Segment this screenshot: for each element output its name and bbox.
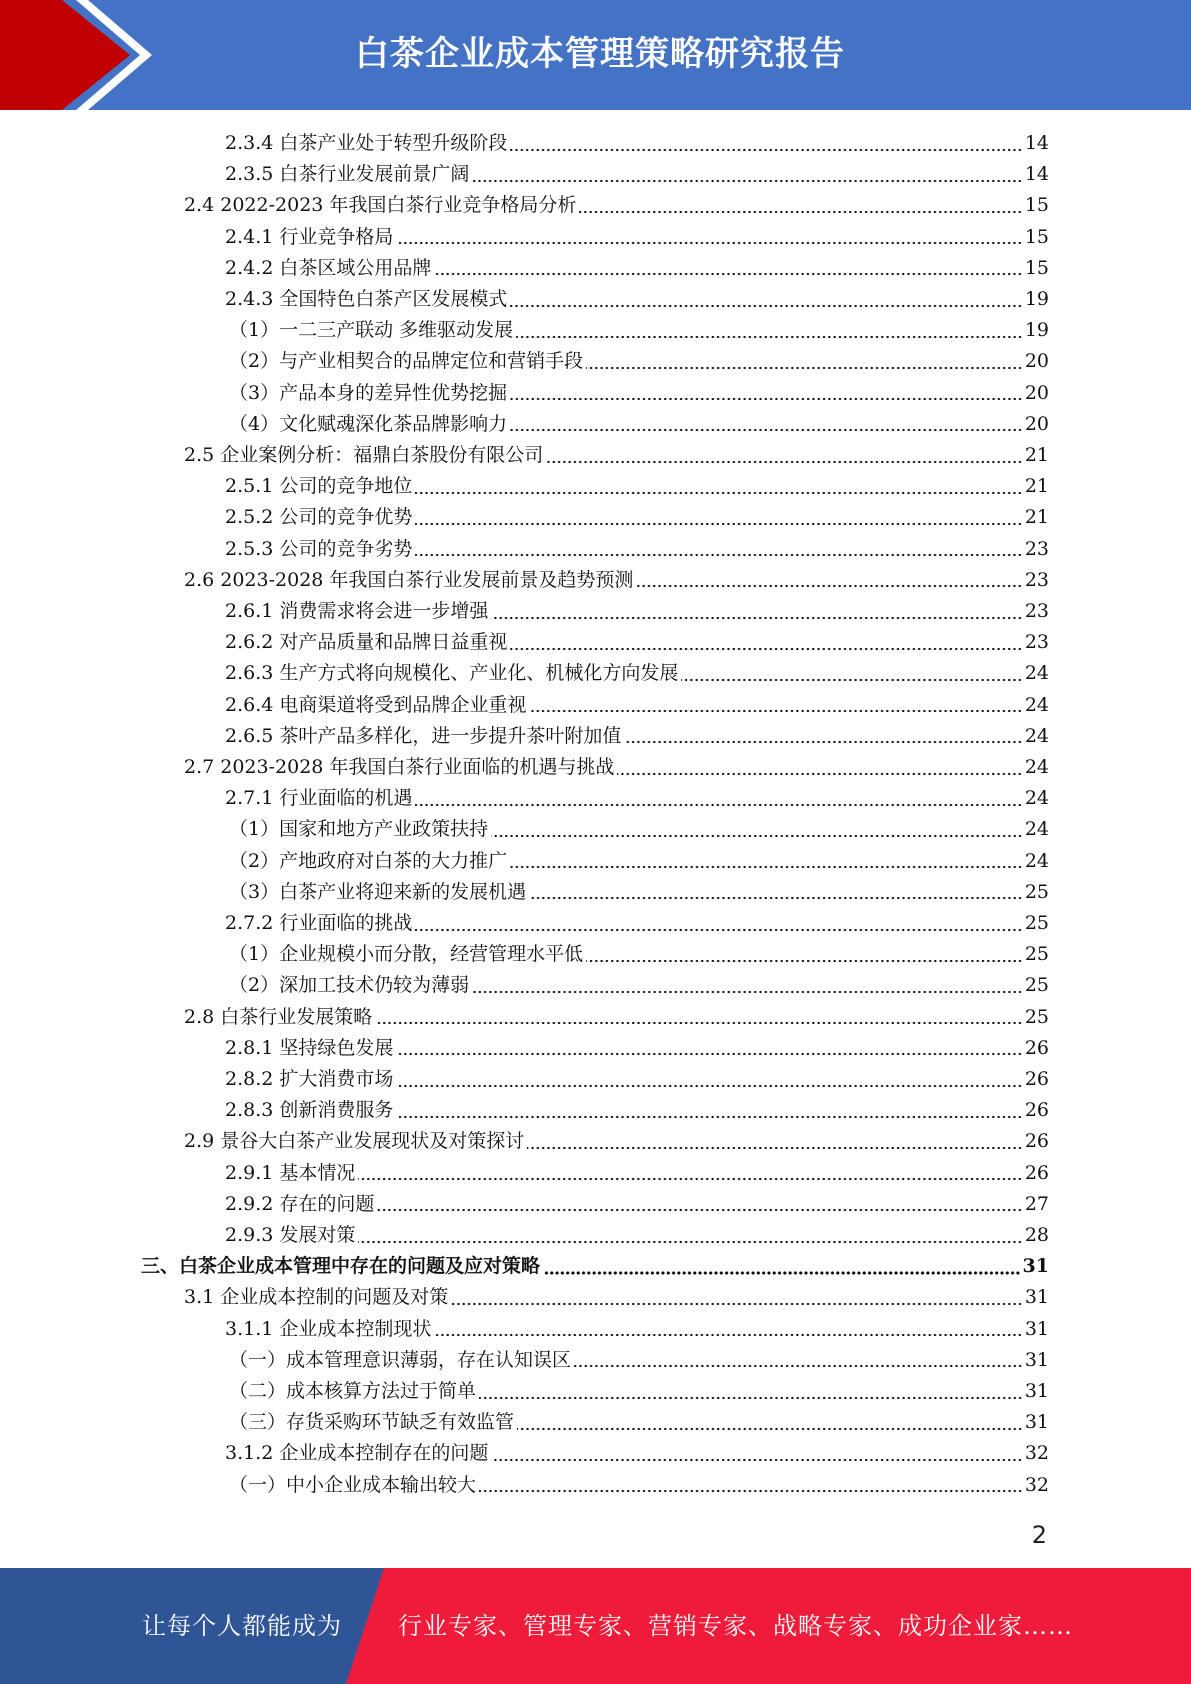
toc-dot-leader [636,584,1022,588]
toc-entry-page: 20 [1024,412,1049,435]
toc-entry-page: 24 [1024,724,1049,747]
toc-dot-leader [624,740,1022,744]
toc-dot-leader [579,210,1022,214]
toc-entry-title: 2.6.2 对产品质量和品牌日益重视 [225,631,508,654]
toc-entry[interactable] [229,1345,1049,1376]
toc-dot-leader [510,148,1022,152]
toc-entry-page: 31 [1024,1348,1049,1371]
toc-dot-leader [434,272,1022,276]
toc-dot-leader [527,1146,1023,1150]
toc-entry[interactable] [225,627,1049,658]
toc-entry[interactable] [184,1126,1049,1157]
toc-entry[interactable] [225,128,1049,159]
toc-entry-page: 24 [1024,693,1049,716]
toc-entry-title: （1）国家和地方产业政策扶持 [229,818,489,841]
toc-dot-leader [415,928,1022,932]
toc-dot-leader [396,1084,1022,1088]
toc-entry-page: 26 [1024,1036,1049,1059]
toc-entry-title: （2）深加工技术仍较为薄弱 [229,974,470,997]
toc-entry-page: 14 [1024,132,1049,154]
toc-entry-page: 14 [1024,163,1049,186]
toc-entry-title: 2.3.5 白茶行业发展前景广阔 [225,163,470,186]
toc-entry[interactable] [184,1282,1049,1313]
toc-entry[interactable] [225,1033,1049,1064]
toc-entry-title: （三）存货采购环节缺乏有效监管 [229,1411,515,1434]
toc-entry-page: 32 [1024,1442,1049,1465]
toc-entry[interactable] [184,565,1049,596]
toc-entry-title: 2.6 2023-2028 年我国白茶行业发展前景及趋势预测 [184,568,634,591]
toc-entry-page: 20 [1024,350,1049,373]
toc-dot-leader [510,304,1022,308]
toc-dot-leader [510,647,1022,651]
toc-entry[interactable] [225,253,1049,284]
toc-entry[interactable] [229,1470,1049,1501]
toc-entry-page: 24 [1024,787,1049,810]
toc-entry-page: 25 [1024,974,1049,997]
toc-dot-leader [377,1208,1022,1212]
toc-entry[interactable] [184,440,1049,471]
toc-entry-page: 23 [1024,537,1049,560]
toc-entry-page: 25 [1024,943,1049,966]
toc-entry-page: 31 [1024,1411,1049,1434]
toc-entry-page: 31 [1022,1255,1049,1278]
toc-entry-title: （2）与产业相契合的品牌定位和营销手段 [229,350,584,373]
toc-dot-leader [510,865,1023,869]
toc-dot-leader [358,1177,1022,1181]
toc-entry-title: （1）一二三产联动 多维驱动发展 [229,319,514,342]
toc-entry-page: 32 [1024,1473,1049,1496]
toc-entry-page: 15 [1024,256,1049,279]
toc-entry[interactable] [229,1376,1049,1407]
toc-entry-page: 25 [1024,912,1049,934]
toc-entry[interactable] [225,783,1049,814]
toc-entry-page: 23 [1024,631,1049,654]
toc-entry-page: 23 [1024,600,1049,622]
toc-entry-page: 19 [1024,288,1049,310]
toc-dot-leader [451,1302,1023,1306]
toc-entry[interactable] [225,471,1049,502]
toc-entry-title: （2）产地政府对白茶的大力推广 [229,849,508,872]
toc-dot-leader [491,616,1022,620]
toc-entry-page: 21 [1024,444,1049,466]
toc-entry[interactable] [225,721,1049,752]
toc-entry-title: 2.9.2 存在的问题 [225,1192,375,1215]
toc-entry[interactable] [229,1407,1049,1438]
toc-dot-leader [472,990,1023,994]
toc-entry-title: 2.8.2 扩大消费市场 [225,1068,394,1090]
toc-dot-leader [472,179,1022,183]
toc-entry-page: 26 [1024,1161,1049,1184]
toc-entry[interactable] [225,658,1049,689]
toc-entry-page: 31 [1024,1286,1049,1309]
toc-entry-page: 23 [1024,568,1049,591]
toc-entry-page: 19 [1024,319,1049,342]
toc-dot-leader [415,491,1022,495]
toc-dot-leader [434,1333,1022,1337]
toc-dot-leader [529,709,1022,713]
toc-entry-page: 27 [1024,1192,1049,1215]
toc-entry-title: 2.6.3 生产方式将向规模化、产业化、机械化方向发展 [225,662,679,685]
toc-entry-page: 20 [1024,381,1049,404]
toc-dot-leader [574,1364,1023,1368]
toc-dot-leader [491,834,1023,838]
toc-entry[interactable] [225,1064,1049,1095]
toc-entry[interactable] [229,409,1049,440]
toc-entry-title: 2.3.4 白茶产业处于转型升级阶段 [225,132,508,154]
toc-entry-title: （一）中小企业成本输出较大 [229,1473,477,1496]
toc-entry-page: 26 [1024,1099,1049,1122]
toc-entry-title: （一）成本管理意识薄弱，存在认知误区 [229,1348,572,1371]
toc-entry[interactable] [184,752,1049,783]
footer-slogan-left: 让每个人都能成为 [142,1612,342,1640]
toc-entry[interactable] [229,846,1049,877]
toc-entry-page: 15 [1024,225,1049,248]
toc-dot-leader [516,335,1023,339]
toc-entry-title: 2.6.5 茶叶产品多样化，进一步提升茶叶附加值 [225,724,622,747]
toc-entry-page: 21 [1024,475,1049,498]
toc-dot-leader [586,366,1023,370]
toc-entry-title: 2.5.1 公司的竞争地位 [225,475,413,498]
toc-entry[interactable] [229,877,1049,908]
toc-entry-title: （3）白茶产业将迎来新的发展机遇 [229,880,527,903]
toc-dot-leader [510,397,1023,401]
toc-entry-title: 三、白茶企业成本管理中存在的问题及应对策略 [141,1255,541,1278]
toc-entry-title: 2.8.3 创新消费服务 [225,1099,394,1122]
toc-dot-leader [517,1427,1023,1431]
toc-entry-title: （3）产品本身的差异性优势挖掘 [229,381,508,404]
toc-entry-title: 2.4.3 全国特色白茶产区发展模式 [225,288,508,310]
toc-entry-title: 2.7.1 行业面临的机遇 [225,787,413,810]
toc-entry-title: 2.9.3 发展对策 [225,1224,356,1246]
toc-dot-leader [396,1115,1022,1119]
toc-entry-title: 2.9 景谷大白茶产业发展现状及对策探讨 [184,1130,525,1153]
toc-dot-leader [586,959,1023,963]
toc-entry-page: 26 [1024,1130,1049,1153]
toc-dot-leader [415,553,1022,557]
toc-dot-leader [358,1240,1022,1244]
toc-entry-title: 2.7.2 行业面临的挑战 [225,912,413,934]
toc-entry[interactable] [225,1095,1049,1126]
toc-entry-title: 2.8.1 坚持绿色发展 [225,1036,394,1059]
footer-slogan-right: 行业专家、管理专家、营销专家、战略专家、成功企业家…… [398,1612,1073,1640]
toc-dot-leader [543,1271,1021,1275]
toc-entry-title: 2.5.2 公司的竞争优势 [225,506,413,529]
toc-dot-leader [396,241,1022,245]
toc-entry[interactable] [229,346,1049,377]
toc-entry-title: 2.6.4 电商渠道将受到品牌企业重视 [225,693,527,716]
toc-dot-leader [510,428,1023,432]
toc-entry[interactable] [141,1251,1049,1282]
toc-dot-leader [375,1021,1023,1025]
toc-entry[interactable] [225,1314,1049,1345]
toc-entry-page: 24 [1024,756,1049,778]
toc-entry[interactable] [225,534,1049,565]
page-footer [0,1568,1191,1684]
toc-entry-page: 31 [1024,1380,1049,1402]
toc-entry[interactable] [225,690,1049,721]
document-title: 白茶企业成本管理策略研究报告 [355,34,845,74]
toc-dot-leader [681,678,1022,682]
toc-entry-title: 2.5 企业案例分析：福鼎白茶股份有限公司 [184,444,544,466]
toc-entry-page: 15 [1024,194,1049,217]
toc-entry[interactable] [225,1438,1049,1469]
toc-dot-leader [415,522,1022,526]
toc-entry[interactable] [184,190,1049,221]
toc-entry-page: 31 [1024,1317,1049,1340]
toc-entry-title: 2.8 白茶行业发展策略 [184,1005,373,1028]
toc-entry-title: 2.5.3 公司的竞争劣势 [225,537,413,560]
toc-entry-title: 3.1 企业成本控制的问题及对策 [184,1286,449,1309]
toc-dot-leader [617,772,1022,776]
toc-entry[interactable] [225,1158,1049,1189]
toc-entry-title: （1）企业规模小而分散，经营管理水平低 [229,943,584,966]
toc-entry[interactable] [229,814,1049,845]
toc-entry-page: 28 [1024,1224,1049,1246]
toc-dot-leader [415,803,1022,807]
toc-entry[interactable] [225,159,1049,190]
toc-entry[interactable] [225,502,1049,533]
toc-entry[interactable] [229,315,1049,346]
toc-entry-page: 25 [1024,1005,1049,1028]
toc-entry[interactable] [229,970,1049,1001]
toc-entry[interactable] [225,908,1049,939]
toc-dot-leader [479,1489,1023,1493]
toc-entry-page: 24 [1024,849,1049,872]
toc-entry-title: （4）文化赋魂深化茶品牌影响力 [229,412,508,435]
toc-entry[interactable] [225,222,1049,253]
toc-entry-page: 24 [1024,662,1049,685]
toc-entry-title: 3.1.2 企业成本控制存在的问题 [225,1442,489,1465]
toc-entry-page: 24 [1024,818,1049,841]
page-header [0,0,1191,110]
toc-entry-page: 26 [1024,1068,1049,1090]
toc-entry[interactable] [184,1002,1049,1033]
toc-entry-title: 2.6.1 消费需求将会进一步增强 [225,600,489,622]
toc-entry[interactable] [225,1220,1049,1251]
toc-entry-title: 2.4 2022-2023 年我国白茶行业竞争格局分析 [184,194,577,217]
toc-dot-leader [546,460,1023,464]
toc-entry-title: 2.7 2023-2028 年我国白茶行业面临的机遇与挑战 [184,756,615,778]
toc-entry-page: 21 [1024,506,1049,529]
header-red-arrow [0,0,130,110]
toc-entry[interactable] [225,284,1049,315]
toc-dot-leader [491,1458,1022,1462]
toc-entry-title: 2.9.1 基本情况 [225,1161,356,1184]
toc-dot-leader [396,1052,1022,1056]
toc-entry[interactable] [229,939,1049,970]
toc-entry[interactable] [229,378,1049,409]
toc-entry[interactable] [225,596,1049,627]
toc-dot-leader [529,896,1023,900]
toc-dot-leader [479,1396,1023,1400]
toc-entry-title: （二）成本核算方法过于简单 [229,1380,477,1402]
toc-entry-page: 25 [1024,880,1049,903]
page-number: 2 [1031,1521,1047,1549]
toc-entry[interactable] [225,1189,1049,1220]
toc-entry-title: 2.4.1 行业竞争格局 [225,225,394,248]
toc-entry-title: 3.1.1 企业成本控制现状 [225,1317,432,1340]
toc-entry-title: 2.4.2 白茶区域公用品牌 [225,256,432,279]
